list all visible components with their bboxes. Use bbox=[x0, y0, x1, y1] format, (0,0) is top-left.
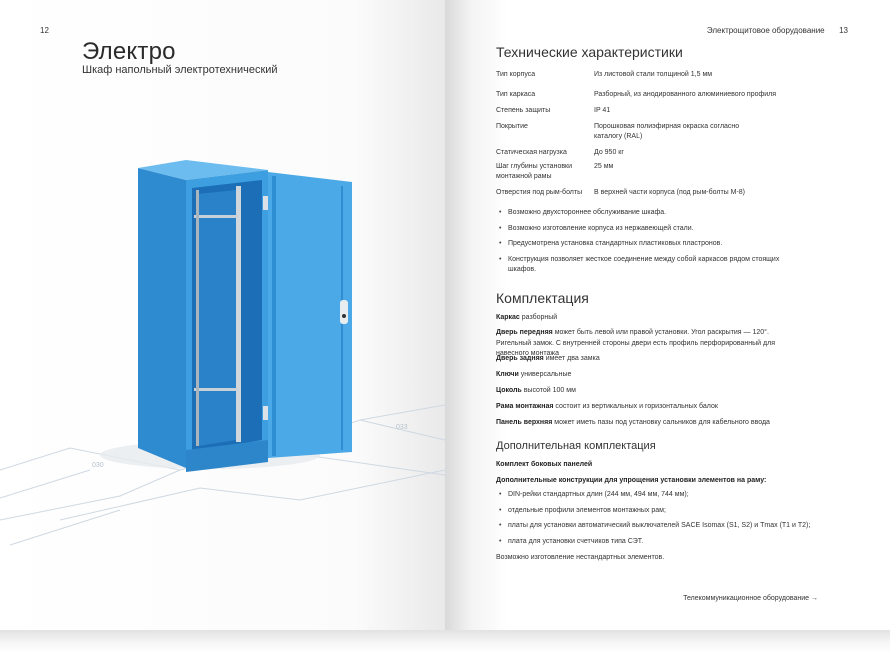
right-page bbox=[445, 0, 890, 640]
spec-value: 25 мм bbox=[594, 163, 614, 170]
spec-value: Из листовой стали толщиной 1,5 мм bbox=[594, 71, 713, 78]
kit-item-title: Ключи bbox=[496, 371, 519, 378]
kit-item bbox=[496, 402, 806, 413]
list-item: • Конструкция позволяет жесткое соединение между собой каркасов рядом стоящих шкафов. bbox=[496, 255, 796, 275]
kit-item bbox=[496, 418, 806, 429]
kit-item-text: состоит из вертикальных и горизонтальных балок bbox=[553, 403, 718, 410]
spec-row bbox=[496, 188, 826, 202]
list-item: • Возможно изготовление корпуса из нержавеющей стали. bbox=[496, 224, 796, 234]
kit-item-text: может быть левой или правой установки. Угол раскрытия — 120°. Ригельный замок. С внутренней стороны двери есть профиль перфорированный для навесного монтажа bbox=[496, 329, 775, 357]
section-name: Электрощитовое оборудование bbox=[706, 26, 825, 35]
spec-value: Разборный, из анодированного алюминиевого профиля bbox=[594, 91, 777, 98]
kit-item-title: Дверь задняя bbox=[496, 355, 544, 362]
features-list bbox=[496, 208, 796, 280]
kit-heading: Комплектация bbox=[496, 290, 589, 306]
spec-label: Покрытие bbox=[496, 123, 528, 130]
specs-table bbox=[496, 70, 826, 202]
page-subtitle: Шкаф напольный электротехнический bbox=[82, 64, 278, 76]
spec-label: Степень защиты bbox=[496, 107, 551, 114]
kit-item-text: высотой 100 мм bbox=[521, 387, 576, 394]
extra-constructions bbox=[496, 476, 806, 487]
spec-label: Тип корпуса bbox=[496, 71, 536, 78]
extra-side-panels-title: Комплект боковых панелей bbox=[496, 461, 593, 468]
running-header bbox=[707, 26, 848, 35]
spec-value: В верхней части корпуса (под рым-болты М-8) bbox=[594, 189, 746, 196]
extra-kit-heading: Дополнительная комплектация bbox=[496, 440, 656, 452]
spec-value: IP 41 bbox=[594, 107, 611, 114]
page-number-right: 13 bbox=[839, 26, 848, 35]
tech-specs-heading: Технические характеристики bbox=[496, 44, 683, 60]
page-number-left: 12 bbox=[40, 26, 49, 35]
kit-item-title: Дверь передняя bbox=[496, 329, 553, 336]
kit-item bbox=[496, 354, 806, 365]
kit-item-title: Панель верхняя bbox=[496, 419, 553, 426]
spec-value: Порошковая полиэфирная окраска согласно каталогу (RAL) bbox=[594, 123, 740, 140]
list-item: • отдельные профили элементов монтажных рам; bbox=[496, 506, 816, 516]
kit-item-title: Рама монтажная bbox=[496, 403, 554, 410]
kit-item bbox=[496, 386, 806, 397]
kit-item-title: Цоколь bbox=[496, 387, 522, 394]
spec-value: До 950 кг bbox=[594, 149, 624, 156]
extra-constructions-title: Дополнительные конструкции для упрощения установки элементов на раму: bbox=[496, 477, 767, 484]
kit-item-text: может иметь пазы под установку сальников для кабельного ввода bbox=[552, 419, 770, 426]
next-section-link[interactable]: Телекоммуникационное оборудование → bbox=[683, 595, 818, 602]
kit-item-text: разборный bbox=[519, 314, 558, 321]
list-item: • DIN-рейки стандартных длин (244 мм, 494 мм, 744 мм); bbox=[496, 490, 816, 500]
spec-label: Тип каркаса bbox=[496, 91, 536, 98]
kit-item bbox=[496, 370, 806, 381]
spec-row bbox=[496, 106, 826, 122]
spec-label: Отверстия под рым-болты bbox=[496, 189, 583, 196]
page-shadow bbox=[0, 630, 890, 653]
spec-row bbox=[496, 122, 826, 148]
plan-label-2: 033 bbox=[396, 424, 408, 431]
spec-row bbox=[496, 70, 826, 90]
kit-item bbox=[496, 313, 806, 324]
cabinet-illustration bbox=[0, 0, 445, 640]
list-item: • Предусмотрена установка стандартных пластиковых пластронов. bbox=[496, 239, 796, 249]
left-page bbox=[0, 0, 445, 640]
list-item: • платы для установки автоматический выключателей SACE Isomax (S1, S2) и Tmax (T1 и T2); bbox=[496, 521, 816, 531]
list-item: • Возможно двухстороннее обслуживание шкафа. bbox=[496, 208, 796, 218]
list-item: • плата для установки счетчиков типа СЭТ. bbox=[496, 537, 816, 547]
spec-row bbox=[496, 162, 826, 188]
extra-side-panels bbox=[496, 460, 806, 471]
kit-item-title: Каркас bbox=[496, 314, 520, 321]
extra-note: Возможно изготовление нестандартных элементов. bbox=[496, 554, 665, 561]
spec-label: Статическая нагрузка bbox=[496, 149, 567, 156]
spec-row bbox=[496, 148, 826, 162]
spec-label: Шаг глубины установки монтажной рамы bbox=[496, 163, 573, 180]
extra-list bbox=[496, 490, 816, 552]
plan-label-1: 030 bbox=[92, 462, 104, 469]
kit-item-text: имеет два замка bbox=[543, 355, 600, 362]
kit-item-text: универсальные bbox=[518, 371, 572, 378]
spec-row bbox=[496, 90, 826, 106]
page-title: Электро bbox=[82, 38, 176, 65]
